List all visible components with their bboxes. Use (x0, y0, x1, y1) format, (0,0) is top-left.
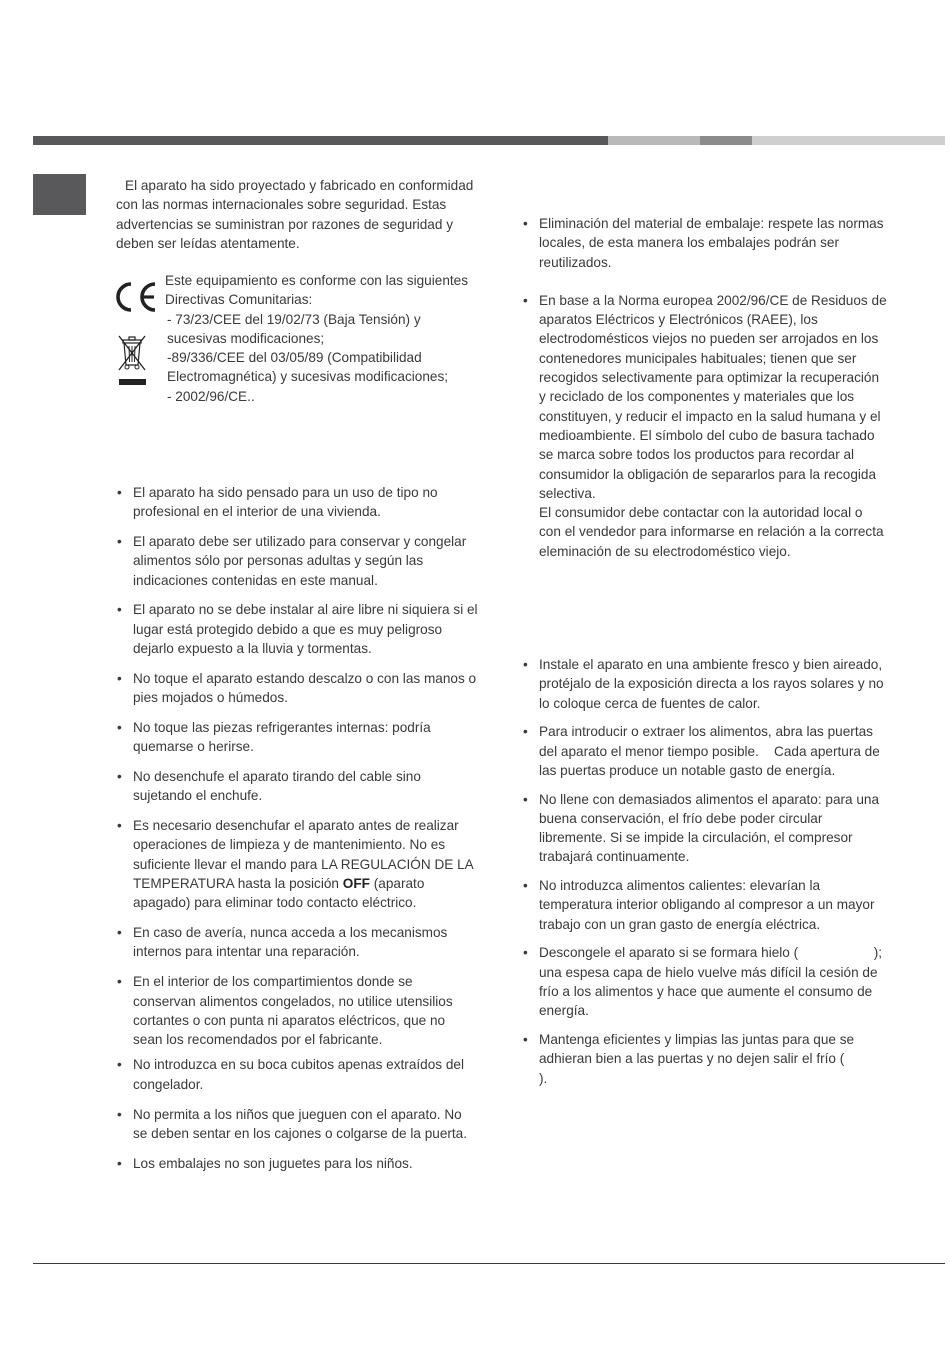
header-bar-light-end (752, 136, 945, 145)
header-bar-dark (33, 136, 608, 145)
list-item: • Eliminación del material de embalaje: respete las normas locales, de esta manera los embalajes podrán ser reutilizados. (522, 214, 888, 272)
crossed-bin-icon (114, 332, 150, 388)
header-bar-light (608, 136, 700, 145)
compliance-intro: Este equipamiento es conforme con las siguientes Directivas Comunitarias: (165, 273, 469, 308)
compliance-line-3: - 2002/96/CE.. (167, 388, 255, 404)
compliance-line-1: - 73/23/CEE del 19/02/73 (Baja Tensión) y sucesivas modificaciones; (167, 311, 421, 346)
list-item: • Instale el aparato en una ambiente fresco y bien aireado, protéjalo de la exposición directa a los rayos solares y no lo coloque cerca de fuentes de calor. (522, 655, 888, 713)
list-item: • El aparato no se debe instalar al aire libre ni siquiera si el lugar está protegido debido a que es muy peligroso dejarlo expuesto a la lluvia y tormentas. (116, 600, 478, 658)
list-item: • En caso de avería, nunca acceda a los mecanismos internos para intentar una reparación. (116, 923, 478, 962)
compliance-line-2: -89/336/CEE del 03/05/89 (Compatibilidad Electromagnética) y sucesivas modificaciones; (167, 350, 449, 385)
list-item (522, 291, 888, 561)
list-item-text: En base a la Norma europea 2002/96/CE de Residuos de aparatos Eléctricos y Electrónicos (RAEE), los electrodomésticos viejos no pueden ser arrojados en los contenedores municipales habituales; tienen que ser recogidos selectivamente para optimizar la recuperación y reciclado de los componentes y materiales que los constituyen, y reducir el impacto en la salud humana y el medioambiente. El símbolo del cubo de basura tachado se marca sobre todos los productos para recordar al consumidor la obligación de separarlos para la recogida selectiva. (539, 292, 887, 501)
ce-mark-icon (112, 280, 160, 314)
list-item: • No toque el aparato estando descalzo o con las manos o pies mojados o húmedos. (116, 669, 478, 708)
list-item: • No introduzca en su boca cubitos apenas extraídos del congelador. (116, 1055, 478, 1094)
list-item: • No introduzca alimentos calientes: elevarían la temperatura interior obligando al compresor a un mayor trabajo con un gran gasto de energía eléctrica. (522, 876, 888, 934)
list-item: • No permita a los niños que jueguen con el aparato. No se deben sentar en los cajones o colgarse de la puerta. (116, 1105, 478, 1144)
language-tab (33, 174, 86, 215)
list-item-text: Es necesario desenchufar el aparato antes de realizar operaciones de limpieza y de mantenimiento. No es suficiente llevar el mando para LA REGULACIÓN DE LA TEMPERATURA hasta la posición (133, 818, 474, 892)
list-item: • El aparato debe ser utilizado para conservar y congelar alimentos sólo por personas adultas y según las indicaciones contenidas en este manual. (116, 532, 478, 590)
list-item: • No desenchufe el aparato tirando del cable sino sujetando el enchufe. (116, 767, 478, 806)
list-item: • No llene con demasiados alimentos el aparato: para una buena conservación, el frío debe poder circular libremente. Si se impide la circulación, el compresor trabajará continuamente. (522, 790, 888, 867)
list-item: • Los embalajes no son juguetes para los niños. (116, 1154, 478, 1173)
disposal-list (522, 214, 888, 580)
list-item: • Mantenga eficientes y limpias las juntas para que se adhieran bien a las puertas y no dejen salir el frío ( ). (522, 1030, 888, 1088)
list-item: • Para introducir o extraer los alimentos, abra las puertas del aparato el menor tiempo posible. Cada apertura de las puertas produce un notable gasto de energía. (522, 722, 888, 780)
list-item-text: El consumidor debe contactar con la autoridad local o con el vendedor para informarse en relación a la correcta eleminación de su electrodoméstico viejo. (539, 505, 884, 559)
compliance-block (165, 271, 475, 406)
list-item (116, 816, 478, 912)
list-item: • Descongele el aparato si se formara hielo ( ); una espesa capa de hielo vuelve más difícil la cesión de frío a los alimentos y hace que aumente el consumo de energía. (522, 943, 888, 1020)
safety-list (116, 483, 478, 1183)
intro-paragraph: El aparato ha sido proyectado y fabricado en conformidad con las normas internacionales sobre seguridad. Estas advertencias se suministran por razones de seguridad y deben ser leídas atentamente. (116, 178, 474, 251)
bottom-rule (33, 1263, 945, 1264)
list-item: • En el interior de los compartimientos donde se conservan alimentos congelados, no utilice utensilios cortantes o con punta ni aparatos eléctricos, que no sean los recomendados por el fabricante. (116, 972, 478, 1049)
list-item: • El aparato ha sido pensado para un uso de tipo no profesional en el interior de una vivienda. (116, 483, 478, 522)
list-item: • No toque las piezas refrigerantes internas: podría quemarse o herirse. (116, 718, 478, 757)
header-bar-mid (700, 136, 752, 145)
list-item-text: (aparato apagado) para eliminar todo contacto eléctrico. (133, 876, 425, 911)
energy-saving-list (522, 655, 920, 1097)
off-label: OFF (342, 876, 370, 892)
